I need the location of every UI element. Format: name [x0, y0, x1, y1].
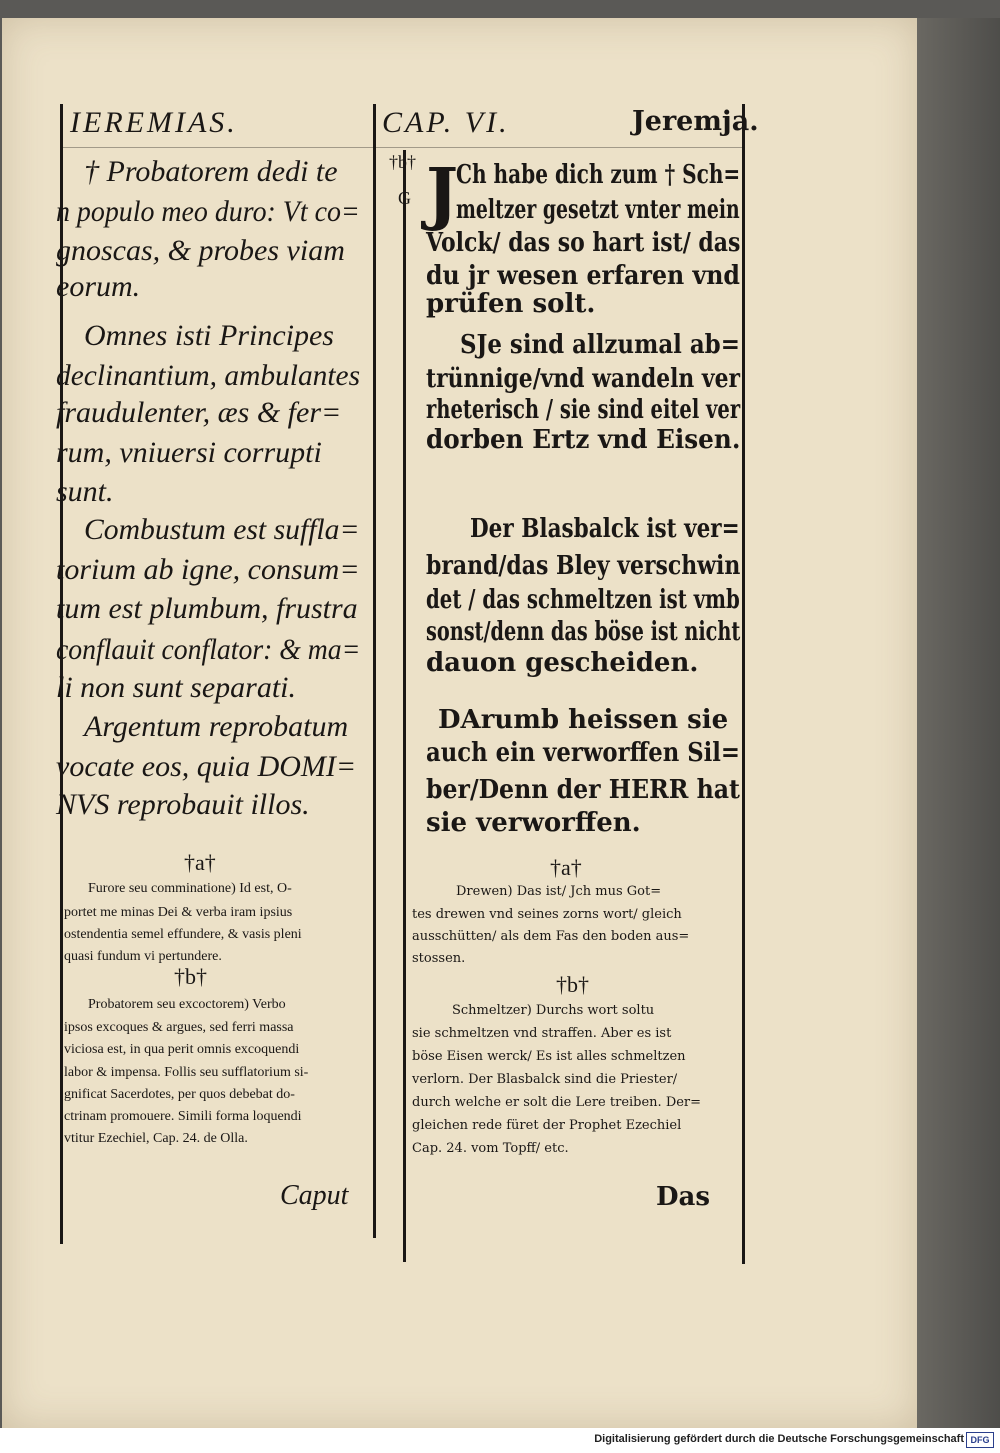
note-line: durch welche er solt die Lere treiben. Der=	[412, 1095, 702, 1110]
note-line: Furore seu comminatione) Id est, O-	[88, 881, 292, 896]
note-line: tes drewen vnd seines zorns wort/ gleich	[412, 907, 682, 922]
latin-line: n populo meo duro: Vt co=	[56, 195, 360, 228]
note-line: ausschütten/ als dem Fas den boden aus=	[412, 929, 690, 944]
german-line: trünnige/vnd wandeln ver	[426, 364, 740, 394]
latin-line: li non sunt separati.	[56, 671, 297, 704]
latin-line: † Probatorem dedi te	[84, 155, 338, 188]
latin-line: vocate eos, quia DOMI=	[56, 750, 357, 783]
latin-line: tum est plumbum, frustra	[56, 592, 358, 625]
latin-line: NVS reprobauit illos.	[56, 788, 310, 821]
note-line: Schmeltzer) Durchs wort soltu	[452, 1003, 655, 1018]
note-line: gleichen rede füret der Prophet Ezechiel	[412, 1118, 682, 1133]
note-line: gnificat Sacerdotes, per quos debebat do-	[64, 1087, 295, 1102]
note-line: viciosa est, in qua perit omnis excoquendi	[64, 1042, 300, 1057]
note-mark-a-latin: †a†	[184, 850, 216, 875]
german-line: dorben Ertz vnd Eisen.	[426, 425, 741, 455]
note-line: stossen.	[412, 951, 466, 966]
running-head-center: CAP. VI.	[382, 106, 510, 139]
note-line: ostendentia semel effundere, & vasis pleni	[64, 927, 302, 942]
note-mark-a-german: †a†	[550, 855, 582, 880]
note-mark-b-german: †b†	[556, 972, 589, 997]
note-line: verlorn. Der Blasbalck sind die Priester/	[412, 1072, 678, 1087]
note-line: portet me minas Dei & verba iram ipsius	[64, 905, 293, 920]
note-line: ipsos excoques & argues, sed ferri massa	[64, 1020, 294, 1035]
right-column-rule	[742, 104, 745, 1264]
german-line: auch ein verworffen Sil=	[426, 738, 740, 768]
latin-line: rum, vniuersi corrupti	[56, 436, 322, 469]
latin-line: Argentum reprobatum	[84, 710, 349, 743]
german-line: Volck/ das so hart ist/ das	[426, 228, 741, 258]
scan-background	[917, 18, 1000, 1428]
center-column-rule-right	[403, 150, 406, 1262]
german-line: DArumb heissen sie	[438, 705, 729, 735]
catchword-left: Caput	[280, 1180, 349, 1211]
running-head-right: Jeremja.	[632, 106, 759, 137]
running-head-left: IEREMIAS.	[70, 106, 238, 139]
note-line: Probatorem seu excoctorem) Verbo	[88, 997, 286, 1012]
latin-line: Omnes isti Principes	[84, 319, 334, 352]
german-line: Der Blasbalck ist ver=	[470, 514, 740, 544]
latin-line: declinantium, ambulantes	[56, 359, 361, 392]
dfg-logo: DFG	[966, 1432, 994, 1448]
german-line: prüfen solt.	[426, 289, 596, 319]
german-line: SJe sind allzumal ab=	[460, 330, 740, 360]
note-line: quasi fundum vi pertundere.	[64, 949, 222, 964]
center-column-rule-left	[373, 104, 376, 1238]
note-line: böse Eisen werck/ Es ist alles schmeltzen	[412, 1049, 686, 1064]
funding-credit: Digitalisierung gefördert durch die Deutsche Forschungsgemeinschaft	[594, 1433, 964, 1445]
drop-cap-initial: J	[426, 154, 459, 234]
header-rule	[60, 147, 745, 148]
german-line: du jr wesen erfaren vnd	[426, 261, 740, 291]
latin-line: Combustum est suffla=	[84, 513, 360, 546]
latin-line: sunt.	[56, 475, 114, 508]
german-line: rheterisch / sie sind eitel ver	[426, 395, 741, 425]
german-line: det / das schmeltzen ist vmb	[426, 585, 740, 615]
german-line: sonst/denn das böse ist nicht	[426, 617, 741, 647]
latin-line: conflauit conflator: & ma=	[56, 633, 361, 666]
note-line: Cap. 24. vom Topff/ etc.	[412, 1141, 569, 1156]
margin-mark-g: G	[398, 188, 411, 208]
latin-line: torium ab igne, consum=	[56, 553, 360, 586]
latin-line: gnoscas, & probes viam	[56, 234, 345, 267]
latin-line: fraudulenter, æs & fer=	[56, 396, 342, 429]
latin-line: eorum.	[56, 270, 141, 303]
note-line: sie schmeltzen vnd straffen. Aber es ist	[412, 1026, 672, 1041]
margin-mark-b: †b†	[389, 152, 416, 172]
note-line: Drewen) Das ist/ Jch mus Got=	[456, 884, 662, 899]
german-line: dauon gescheiden.	[426, 648, 699, 678]
note-line: vtitur Ezechiel, Cap. 24. de Olla.	[64, 1131, 248, 1146]
note-mark-b-latin: †b†	[174, 964, 207, 989]
note-line: ctrinam promouere. Simili forma loquendi	[64, 1109, 302, 1124]
german-line: meltzer gesetzt vnter mein	[456, 195, 740, 225]
catchword-right: Das	[656, 1182, 711, 1212]
note-line: labor & impensa. Follis seu sufflatorium si-	[64, 1065, 309, 1080]
german-line: brand/das Bley verschwin	[426, 551, 741, 581]
german-line: ber/Denn der HERR hat	[426, 775, 740, 805]
german-line: sie verworffen.	[426, 808, 641, 838]
german-line: Ch habe dich zum † Sch=	[456, 160, 741, 190]
